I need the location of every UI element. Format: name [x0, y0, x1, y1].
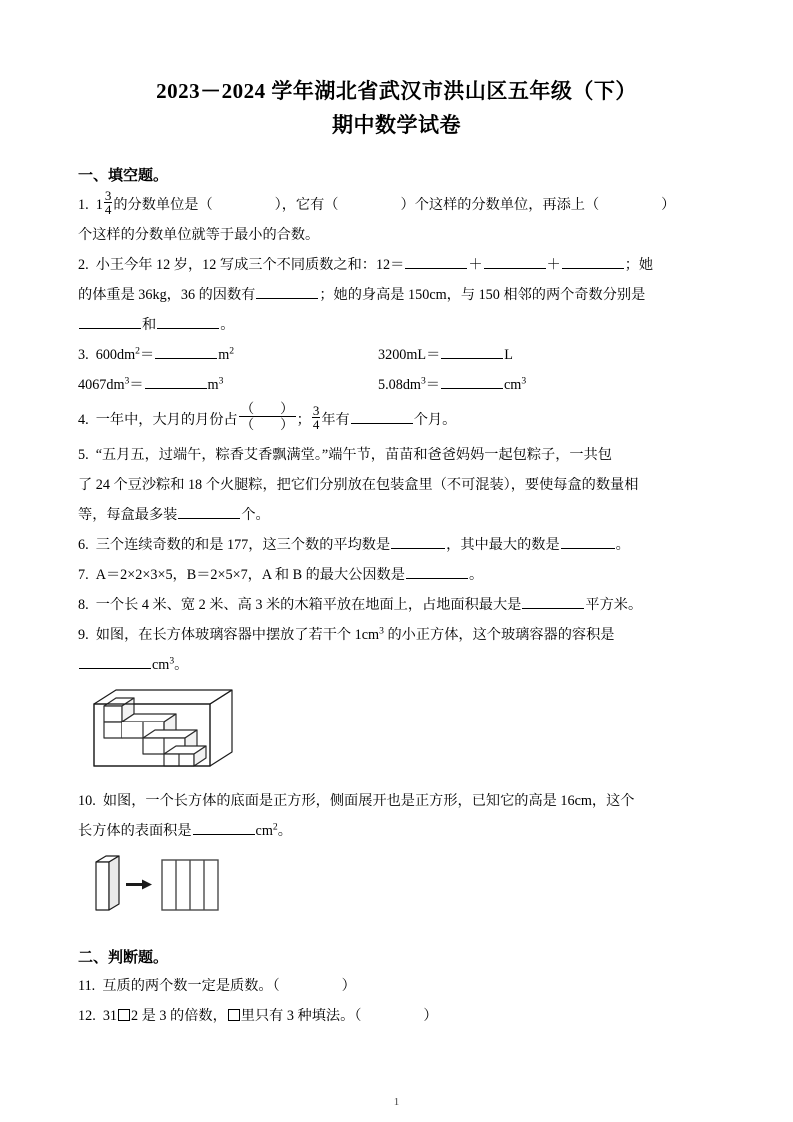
- q7-text-a: A＝2×2×3×5，B＝2×5×7，A 和 B 的最大公因数是: [95, 566, 405, 583]
- q2-blank-1[interactable]: [405, 253, 467, 269]
- q4-frac-denominator[interactable]: （ ）: [240, 417, 294, 433]
- q2-blank-5[interactable]: [79, 313, 141, 329]
- q3-blank-2[interactable]: [441, 343, 503, 359]
- question-5: [78, 440, 715, 470]
- q4-text-a: 一年中，大月的月份占: [95, 411, 238, 428]
- q8-blank-1[interactable]: [522, 593, 584, 609]
- question-10-figure: [90, 852, 715, 920]
- question-10: [78, 786, 715, 816]
- q5-text-c: 等，每盒最多装: [78, 506, 178, 523]
- q3-r2l-unit: m: [207, 376, 219, 393]
- question-9-number: 9.: [78, 626, 89, 643]
- question-6: [78, 530, 715, 560]
- q3-r2l-from-sup: 3: [124, 375, 130, 387]
- q1-text-a: 的分数单位是（: [113, 196, 213, 213]
- q12-text-c: 里只有 3 种填法。（: [240, 1007, 362, 1024]
- q2-blank-3[interactable]: [562, 253, 624, 269]
- q8-text-b: 平方米。: [585, 596, 643, 613]
- q2-blank-4[interactable]: [256, 283, 318, 299]
- q9-blank-1[interactable]: [79, 653, 151, 669]
- q10-text-a: 如图，一个长方体的底面是正方形，侧面展开也是正方形，已知它的高是 16cm，这个: [102, 792, 635, 809]
- q2-text-f: ；她的身高是 150cm，与 150 相邻的两个奇数分别是: [319, 286, 646, 303]
- question-8: [78, 590, 715, 620]
- q2-text-e: 的体重是 36kg，36 的因数有: [78, 286, 256, 303]
- q2-text-d: ；她: [624, 256, 654, 273]
- section-heading-true-false: 二、判断题。: [78, 949, 169, 966]
- q6-text-c: 。: [615, 536, 630, 553]
- q5-text-d: 个。: [241, 506, 270, 523]
- q12-text-b: 2 是 3 的倍数，: [131, 1007, 227, 1024]
- question-3-row-1: [78, 340, 715, 370]
- question-5-number: 5.: [78, 446, 89, 463]
- section-heading-fill-in-blank: 一、填空题。: [78, 168, 169, 184]
- question-3-number: 3.: [78, 346, 89, 363]
- q3-r2r-unit: cm: [504, 376, 522, 393]
- question-5-line3: [78, 500, 715, 530]
- q3-r2r-unit-sup: 3: [521, 375, 527, 387]
- q1-text-e: 个这样的分数单位就等于最小的合数。: [78, 226, 320, 243]
- q11-text-a: 互质的两个数一定是质数。（: [102, 977, 280, 994]
- question-6-number: 6.: [78, 536, 89, 553]
- question-2-line3: [78, 310, 715, 340]
- q3-r2l-eq: ＝: [129, 376, 144, 393]
- q4-text-d: 个月。: [413, 411, 457, 428]
- q3-r1r-from: 3200mL: [378, 346, 427, 363]
- q4-frac-numerator[interactable]: （ ）: [240, 400, 294, 416]
- q6-text-b: ，其中最大的数是: [446, 536, 560, 553]
- q1-text-b: ），它有（: [274, 196, 339, 213]
- question-12: [78, 1001, 715, 1031]
- q12-digit-box-1[interactable]: [118, 1009, 130, 1021]
- q6-text-a: 三个连续奇数的和是 177，这三个数的平均数是: [95, 536, 391, 553]
- q2-text-b: ＋: [468, 256, 483, 273]
- title-line-2: 期中数学试卷: [332, 113, 461, 137]
- q12-text-a: 31: [102, 1007, 118, 1024]
- q10-text-c-sup: 2: [272, 821, 278, 833]
- rectangular-glass-container-with-stacked-unit-cubes-svg: [90, 686, 240, 782]
- question-1: [78, 189, 715, 220]
- q4-fraction-three-quarters: $\frac{3}{4}$: [312, 403, 320, 433]
- q3-blank-4[interactable]: [441, 373, 503, 389]
- page-number: 1: [393, 1096, 400, 1108]
- q10-blank-1[interactable]: [193, 819, 255, 835]
- q3-r2l-unit-sup: 3: [218, 375, 224, 387]
- q3-r1l-from: 600dm: [95, 346, 136, 363]
- q3-r1l-from-sup: 2: [135, 345, 140, 357]
- question-1-number: 1.: [78, 196, 89, 213]
- q3-blank-3[interactable]: [145, 373, 207, 389]
- q3-r2r-eq: ＝: [425, 376, 440, 393]
- q3-r2l-from: 4067dm: [78, 376, 125, 393]
- question-5-line2: [78, 470, 715, 500]
- q8-text-a: 一个长 4 米、宽 2 米、高 3 米的木箱平放在地面上，占地面积最大是: [95, 596, 522, 613]
- q3-r1r-unit: L: [504, 346, 513, 363]
- q3-r1l-unit: m: [218, 346, 230, 363]
- q7-text-b: 。: [468, 566, 484, 583]
- question-4: [78, 400, 715, 440]
- prism-unfolds-to-square-net-svg: [90, 852, 230, 920]
- question-7: [78, 560, 715, 590]
- question-1-continued: [78, 220, 715, 250]
- q5-text-b: 了 24 个豆沙粽和 18 个火腿粽，把它们分别放在包装盒里（不可混装），要使每盒的数量相: [78, 476, 639, 493]
- question-11: [78, 971, 715, 1001]
- q10-text-b: 长方体的表面积是: [78, 822, 192, 839]
- title-line-1: 2023－2024 学年湖北省武汉市洪山区五年级（下）: [156, 79, 637, 103]
- q1-text-c: ）个这样的分数单位，再添上（: [400, 196, 600, 213]
- question-3-row-2: [78, 370, 715, 400]
- question-7-number: 7.: [78, 566, 89, 583]
- q3-r1l-unit-sup: 2: [229, 345, 235, 357]
- q1-text-d: ）: [661, 196, 676, 213]
- q10-text-d: 。: [277, 822, 292, 839]
- question-2-number: 2.: [78, 256, 89, 273]
- q9-text-c: cm: [152, 656, 170, 673]
- page-title: [78, 0, 715, 142]
- q2-blank-2[interactable]: [484, 253, 546, 269]
- question-10-number: 10.: [78, 792, 96, 809]
- q3-r2r-from-sup: 3: [420, 375, 426, 387]
- q3-r1l-eq: ＝: [139, 346, 155, 363]
- q11-text-b: ）: [341, 977, 356, 994]
- q3-r1r-eq: ＝: [426, 346, 441, 363]
- q6-blank-2[interactable]: [561, 533, 615, 549]
- q2-blank-6[interactable]: [157, 313, 219, 329]
- q3-conversion-4: [378, 370, 526, 400]
- q10-text-c: cm: [255, 822, 273, 839]
- q9-text-b: 的小正方体，这个玻璃容器的容积是: [383, 626, 615, 643]
- q3-blank-1[interactable]: [155, 343, 217, 359]
- q5-blank-1[interactable]: [178, 503, 240, 519]
- q1-fraction: $\frac{3}{4}$: [104, 188, 112, 218]
- question-8-number: 8.: [78, 596, 89, 613]
- q9-text-d: 。: [174, 656, 189, 673]
- q9-text-c-sup: 3: [169, 655, 175, 667]
- q9-text-a-sup: 3: [379, 625, 384, 637]
- q3-r2r-from: 5.08dm: [378, 376, 421, 393]
- q2-text-h: 。: [220, 316, 235, 333]
- q5-text-a: “五月五，过端午，粽香艾香飘满堂。”端午节，苗苗和爸爸妈妈一起包粽子，一共包: [95, 446, 612, 463]
- q4-text-b: ；: [296, 411, 311, 428]
- question-2: [78, 250, 715, 280]
- question-9-figure: [90, 686, 715, 782]
- q3-conversion-1: [78, 340, 378, 370]
- q12-text-d: ）: [423, 1007, 438, 1024]
- q2-text-a: 小王今年 12 岁，12 写成三个不同质数之和：12＝: [95, 256, 405, 273]
- question-10-line2: [78, 816, 715, 846]
- q2-text-g: 和: [142, 316, 157, 333]
- q4-answer-fraction[interactable]: [239, 401, 296, 433]
- question-11-number: 11.: [78, 977, 96, 994]
- q3-conversion-3: [78, 370, 378, 400]
- q3-conversion-2: [378, 340, 513, 370]
- q7-blank-1[interactable]: [406, 563, 468, 579]
- q4-text-c: 年有: [321, 411, 350, 428]
- question-4-number: 4.: [78, 411, 89, 428]
- q4-blank-1[interactable]: [351, 408, 413, 424]
- q6-blank-1[interactable]: [391, 533, 445, 549]
- question-9-line2: [78, 650, 715, 680]
- q1-mixed-integer: 1: [95, 196, 103, 213]
- question-9: [78, 620, 715, 650]
- question-12-number: 12.: [78, 1007, 96, 1024]
- q9-text-a: 如图，在长方体玻璃容器中摆放了若干个 1cm: [95, 626, 380, 643]
- q12-digit-box-2[interactable]: [228, 1009, 240, 1021]
- question-2-line2: [78, 280, 715, 310]
- arrow-icon: [126, 879, 152, 889]
- q2-text-c: ＋: [546, 256, 561, 273]
